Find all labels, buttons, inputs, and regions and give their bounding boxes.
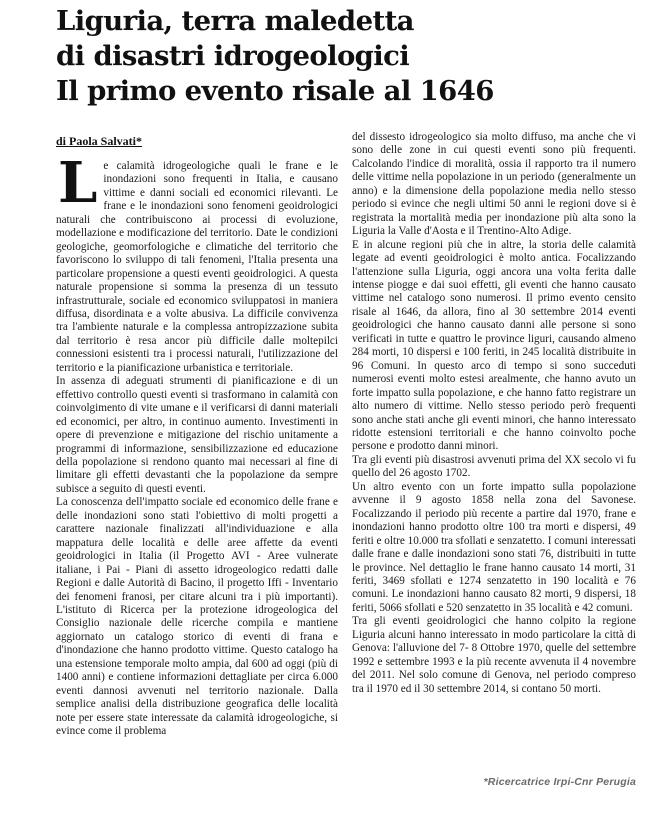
paragraph-text: e calamità idrogeologiche quali le frane e le inondazioni sono frequenti in Italia, e causano vittime e danni sociali ed economici rilevanti. Le frane e le inondazioni sono fenomeni geoidrologici naturali che contribuiscono ai processi di evoluzione, modellazione e modificazione del territorio. Date le condizioni geologiche, geomorfologiche e climatiche del territorio che favoriscono lo sviluppo di tali fenomeni, l'Italia presenta una particolare propensione a questi eventi geoidrologici. A questa naturale propensione si somma la presenza di un tessuto infrastrutturale, sociale ed economico sviluppatosi in maniera diffusa, disordinata e a volte abusiva. La difficile convivenza tra l'ambiente naturale e la complessa antropizzazione subita dal territorio è resa ancor più difficile dalle moltepilci connessioni esistenti tra i processi naturali, l'utilizzazione del territorio e la pianificazione urbanistica e territoriale. xyxy=(56,160,338,374)
author-footnote: *Ricercatrice Irpi-Cnr Perugia xyxy=(483,776,636,788)
paragraph: E in alcune regioni più che in altre, la storia delle calamità legate ad eventi geoidrologici è molto antica. Focalizzando l'attenzione sulla Liguria, oggi ancora una volta ferita dalle intense piogge e dai suoi effetti, gli eventi che hanno causato vittime nel catalogo sono numerosi. Il primo evento censito risale al 1646, da allora, fino al 30 settembre 2014 eventi geoidrologici che hanno causato danni alle persone si sono verificati in tutte e quattro le province liguri, causando almeno 284 morti, 10 dispersi e 100 feriti, in 245 località distribuite in 96 Comuni. In questo arco di tempo si sono succeduti numerosi eventi molto estesi arealmente, che hanno avuto un forte impatto sulla popolazione, e che hanno fatto registrare un alto numero di vittime. Nello stesso periodo però frequenti sono anche stati anche gli eventi minori, che hanno interessato ridotte estensioni territoriali e che hanno coinvolto poche persone e prodotto danni minori. xyxy=(352,238,636,453)
headline-line-2: di disastri idrogeologici xyxy=(56,40,410,72)
headline-line-1: Liguria, terra maledetta xyxy=(56,5,414,37)
left-column xyxy=(56,150,338,738)
paragraph: Un altro evento con un forte impatto sulla popolazione avvenne il 9 agosto 1858 nella zona del Savonese. Focalizzando il periodo più recente a partire dal 1970, frane e inondazioni hanno prodotto oltre 100 tra morti e dispersi, 49 feriti e oltre 10.000 tra sfollati e senzatetto. I comuni interessati dalle frane e dalle inondazioni sono stati 76, distribuiti in tutte le province. Nel dettaglio le frane hanno causato 14 morti, 31 feriti, 3469 sfollati e 1274 senzatetto in 190 località e 76 comuni. Le inondazioni hanno causato 82 morti, 9 dispersi, 18 feriti, 5066 sfollati e 520 senzatetto in 35 località e 42 comuni. xyxy=(352,480,636,614)
paragraph: del dissesto idrogeologico sia molto diffuso, ma anche che vi sono delle zone in cui questi eventi sono più frequenti. Calcolando l'indice di moralità, ossia il rapporto tra il numero delle vittime nella popolazione in un periodo (generalmente un anno) e la dimensione della popolazione media nello stesso periodo si evince che negli ultimi 50 anni le regioni dove si è registrata la mortalità media per inondazione più alta sono la Liguria la Valle d'Aosta e il Trentino-Alto Adige. xyxy=(352,131,636,238)
paragraph xyxy=(56,150,338,375)
paragraph: Tra gli eventi più disastrosi avvenuti prima del XX secolo vi fu quello del 26 agosto 1702. xyxy=(352,453,636,480)
drop-cap: L xyxy=(58,150,98,216)
byline: di Paola Salvati* xyxy=(56,134,143,148)
headline-line-3: Il primo evento risale al 1646 xyxy=(56,75,494,107)
headline xyxy=(56,4,636,109)
paragraph: In assenza di adeguati strumenti di pianificazione e di un effettivo controllo questi eventi si trasformano in calamità con coinvolgimento di vite umane e il verificarsi di danni materiali ed economici, per altro, in continuo aumento. Investimenti in opere di prevenzione e mitigazione del rischio unitamente a programmi di informazione, sensibilizzazione ed educazione della popolazione si rendono quanto mai necessari al fine di limitare gli effetti devastanti che la popolazione da sempre subisce a seguito di questi eventi. xyxy=(56,375,338,495)
right-column xyxy=(352,131,636,696)
paragraph: Tra gli eventi geoidrologici che hanno colpito la regione Liguria alcuni hanno interessato in modo particolare la città di Genova: l'alluvione del 7- 8 Ottobre 1970, quelle del settembre 1992 e settembre 1993 e la più recente avvenuta il 4 novembre del 2011. Nel solo comune di Genova, nel periodo compreso tra il 1970 ed il 30 settembre 2014, si contano 50 morti. xyxy=(352,615,636,695)
paragraph: La conoscenza dell'impatto sociale ed economico delle frane e delle inondazioni sono stati l'obiettivo di molti progetti a carattere nazionale finalizzati all'individuazione e alla mappatura delle località e delle aree affette da eventi geoidrologici in Italia (il Progetto AVI - Aree vulnerate italiane, i Pai - Piani di assetto idrogeologico redatti dalle Regioni e dalle Autorità di Bacino, il progetto Iffi - Inventario dei fenomeni franosi, per citare alcuni tra i più importanti). L'istituto di Ricerca per la protezione idrogeologica del Consiglio nazionale delle ricerche compila e mantiene aggiornato un catalogo storico di eventi di frana e d'inondazione che hanno prodotto vittime. Questo catalogo ha una estensione temporale molto ampia, dal 600 ad oggi (più di 1400 anni) e contiene informazioni dettagliate per circa 6.000 eventi dannosi avvenuti nel territorio nazionale. Dalla semplice analisi della distribuzione geografica delle località note per essere state interessate da calamità idrogeologiche, si evince come il problema xyxy=(56,496,338,738)
